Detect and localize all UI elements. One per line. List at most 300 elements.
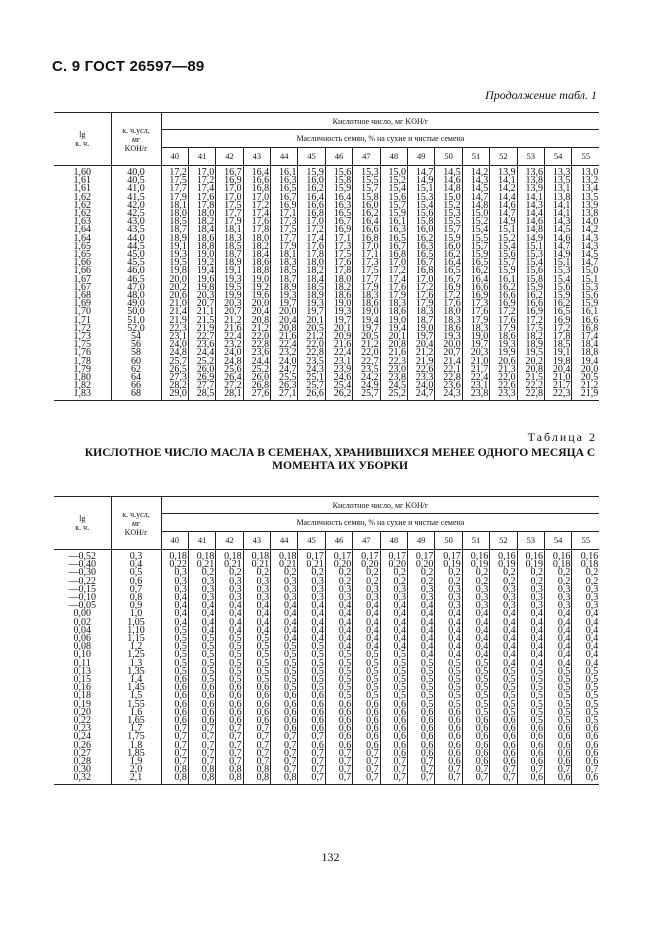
kch-cell: 1,85 <box>111 750 161 758</box>
acid-value-cell: 0,7 <box>216 750 243 758</box>
acid-value-cell: 0,4 <box>572 627 599 635</box>
acid-value-cell: 0,5 <box>188 635 215 643</box>
acid-value-cell: 16,9 <box>462 292 489 300</box>
acid-value-cell: 22,7 <box>188 333 215 341</box>
acid-value-cell: 0,4 <box>161 602 188 610</box>
acid-value-cell: 15,4 <box>408 202 435 210</box>
oil-content-header: Масличность семян, % на сухие и чистые семена <box>161 130 599 148</box>
acid-value-cell: 15,3 <box>572 284 599 292</box>
acid-value-cell: 0,4 <box>325 627 352 635</box>
acid-value-cell: 0,5 <box>271 676 298 684</box>
acid-value-cell: 0,7 <box>161 750 188 758</box>
acid-value-cell: 0,6 <box>435 725 462 733</box>
acid-value-cell: 18,5 <box>298 284 325 292</box>
acid-value-cell: 15,9 <box>490 267 517 275</box>
acid-value-cell: 0,2 <box>435 578 462 586</box>
acid-value-cell: 17,4 <box>380 276 407 284</box>
acid-value-cell: 22,0 <box>490 374 517 382</box>
acid-value-cell: 0,5 <box>298 676 325 684</box>
acid-value-cell: 0,7 <box>435 766 462 774</box>
acid-value-cell: 0,6 <box>462 742 489 750</box>
lg-cell: 1,67 <box>73 281 91 293</box>
acid-value-cell: 0,6 <box>572 750 599 758</box>
acid-value-cell: 0,2 <box>298 569 325 577</box>
acid-value-cell: 14,5 <box>544 226 571 234</box>
acid-value-cell: 15,9 <box>544 292 571 300</box>
acid-value-cell: 22,8 <box>435 374 462 382</box>
lg-cell: 1,62 <box>73 208 91 220</box>
acid-value-cell: 0,8 <box>243 766 270 774</box>
acid-value-cell: 0,3 <box>298 586 325 594</box>
acid-value-cell: 23,3 <box>408 374 435 382</box>
acid-value-cell: 16,8 <box>243 185 270 193</box>
acid-value-cell: 0,3 <box>462 602 489 610</box>
acid-value-cell: 27,1 <box>271 390 298 400</box>
acid-value-cell: 19,3 <box>325 308 352 316</box>
kch-header-line3: KOH/г <box>124 527 148 537</box>
acid-value-cell: 17,2 <box>188 177 215 185</box>
acid-value-cell: 0,4 <box>462 651 489 659</box>
acid-value-cell: 18,0 <box>435 308 462 316</box>
kch-header-line2: мг <box>131 518 141 528</box>
acid-value-cell: 23,8 <box>462 390 489 400</box>
acid-value-cell: 0,5 <box>490 668 517 676</box>
acid-value-cell: 0,5 <box>435 660 462 668</box>
acid-value-cell: 16,7 <box>325 218 352 226</box>
acid-value-cell: 0,2 <box>353 569 380 577</box>
oil-col-header: 45 <box>298 148 325 166</box>
acid-value-cell: 0,5 <box>271 684 298 692</box>
acid-value-cell: 17,3 <box>325 243 352 251</box>
acid-value-cell: 0,4 <box>271 635 298 643</box>
acid-value-cell: 0,5 <box>161 627 188 635</box>
acid-value-cell: 26,4 <box>216 374 243 382</box>
acid-value-cell: 18,6 <box>353 300 380 308</box>
acid-value-cell: 13,5 <box>544 177 571 185</box>
acid-value-cell: 18,6 <box>325 292 352 300</box>
acid-value-cell: 0,6 <box>243 717 270 725</box>
acid-value-cell: 15,2 <box>380 177 407 185</box>
oil-col-header: 53 <box>517 148 544 166</box>
acid-value-cell: 0,6 <box>243 701 270 709</box>
acid-value-cell: 17,6 <box>462 308 489 316</box>
kch-header-line1: к. ч.усл, <box>122 125 150 135</box>
oil-col-header: 54 <box>544 148 571 166</box>
acid-value-cell: 26,0 <box>243 374 270 382</box>
acid-value-cell: 0,7 <box>544 766 571 774</box>
acid-value-cell: 0,19 <box>517 561 544 569</box>
acid-value-cell: 0,4 <box>408 610 435 618</box>
lg-cell: 0,23 <box>73 723 91 735</box>
acid-value-cell: 0,3 <box>216 578 243 586</box>
acid-value-cell: 0,2 <box>462 569 489 577</box>
acid-value-cell: 0,4 <box>380 602 407 610</box>
acid-value-cell: 0,6 <box>271 717 298 725</box>
acid-value-cell: 21,6 <box>380 349 407 357</box>
acid-value-cell: 0,6 <box>161 692 188 700</box>
acid-value-cell: 18,5 <box>271 267 298 275</box>
acid-value-cell: 18,8 <box>188 243 215 251</box>
acid-value-cell: 0,2 <box>325 569 352 577</box>
acid-value-cell: 0,2 <box>462 578 489 586</box>
acid-value-cell: 16,0 <box>298 177 325 185</box>
kch-cell: 40,0 <box>111 166 161 178</box>
oil-content-header: Масличность семян, % на сухие и чистые семена <box>161 514 599 532</box>
acid-value-cell: 15,9 <box>517 284 544 292</box>
acid-value-cell: 0,16 <box>572 550 599 562</box>
acid-value-cell: 15,3 <box>353 166 380 178</box>
acid-value-cell: 0,5 <box>298 684 325 692</box>
acid-value-cell: 0,6 <box>353 717 380 725</box>
acid-value-cell: 0,3 <box>243 586 270 594</box>
acid-value-cell: 0,5 <box>380 692 407 700</box>
acid-value-cell: 0,4 <box>380 643 407 651</box>
acid-value-cell: 18,9 <box>161 235 188 243</box>
acid-value-cell: 0,5 <box>490 701 517 709</box>
acid-value-cell: 0,6 <box>435 742 462 750</box>
acid-value-cell: 16,8 <box>380 251 407 259</box>
acid-value-cell: 17,0 <box>298 218 325 226</box>
acid-value-cell: 0,6 <box>462 725 489 733</box>
acid-value-cell: 0,6 <box>298 717 325 725</box>
acid-value-cell: 0,5 <box>380 651 407 659</box>
acid-value-cell: 0,6 <box>325 709 352 717</box>
acid-value-cell: 27,7 <box>188 382 215 390</box>
acid-value-cell: 26,0 <box>188 366 215 374</box>
acid-value-cell: 17,8 <box>325 267 352 275</box>
acid-value-cell: 0,5 <box>408 668 435 676</box>
acid-value-cell: 0,6 <box>216 709 243 717</box>
oil-col-header: 44 <box>271 148 298 166</box>
acid-value-cell: 20,4 <box>408 341 435 349</box>
kch-cell: 60 <box>111 358 161 366</box>
acid-value-cell: 13,8 <box>544 194 571 202</box>
acid-value-cell: 22,3 <box>161 325 188 333</box>
kch-column-header <box>111 113 161 166</box>
acid-value-cell: 0,17 <box>380 550 407 562</box>
acid-value-cell: 0,3 <box>271 578 298 586</box>
acid-value-cell: 16,3 <box>271 177 298 185</box>
acid-value-cell: 0,6 <box>490 717 517 725</box>
acid-value-cell: 0,7 <box>462 774 489 784</box>
acid-value-cell: 15,6 <box>408 210 435 218</box>
acid-value-cell: 0,6 <box>517 750 544 758</box>
lg-cell: 1,82 <box>73 380 91 392</box>
acid-value-cell: 0,4 <box>544 619 571 627</box>
acid-value-cell: 15,9 <box>298 166 325 178</box>
acid-value-cell: 0,6 <box>572 774 599 784</box>
acid-value-cell: 13,5 <box>572 194 599 202</box>
acid-value-cell: 24,7 <box>408 390 435 400</box>
acid-value-cell: 0,6 <box>380 709 407 717</box>
acid-value-cell: 0,19 <box>462 561 489 569</box>
acid-value-cell: 20,3 <box>188 292 215 300</box>
acid-value-cell: 0,6 <box>408 725 435 733</box>
kch-header-line3: KOH/г <box>124 143 148 153</box>
acid-value-cell: 24,9 <box>353 382 380 390</box>
acid-value-cell: 15,9 <box>380 210 407 218</box>
acid-value-cell: 17,9 <box>161 194 188 202</box>
acid-value-cell: 16,8 <box>408 267 435 275</box>
acid-value-cell: 0,6 <box>325 701 352 709</box>
acid-value-cell: 15,9 <box>462 251 489 259</box>
acid-value-cell: 16,5 <box>271 185 298 193</box>
acid-value-cell: 23,3 <box>490 390 517 400</box>
acid-value-cell: 20,2 <box>517 358 544 366</box>
acid-value-cell: 0,4 <box>572 643 599 651</box>
acid-value-cell: 0,4 <box>544 635 571 643</box>
acid-value-cell: 15,1 <box>490 226 517 234</box>
acid-value-cell: 0,7 <box>298 733 325 741</box>
acid-value-cell: 14,0 <box>572 218 599 226</box>
acid-value-cell: 0,4 <box>435 619 462 627</box>
acid-value-cell: 0,4 <box>435 643 462 651</box>
acid-value-cell: 0,3 <box>188 578 215 586</box>
acid-value-cell: 0,3 <box>353 594 380 602</box>
kch-cell: 2,0 <box>111 766 161 774</box>
acid-value-cell: 0,5 <box>325 651 352 659</box>
acid-value-cell: 24,8 <box>161 349 188 357</box>
acid-value-cell: 0,5 <box>408 676 435 684</box>
acid-value-cell: 21,9 <box>408 358 435 366</box>
acid-value-cell: 0,6 <box>380 725 407 733</box>
acid-value-cell: 0,4 <box>490 660 517 668</box>
acid-value-cell: 0,6 <box>435 750 462 758</box>
acid-value-cell: 17,8 <box>298 251 325 259</box>
acid-value-cell: 0,4 <box>298 610 325 618</box>
acid-value-cell: 0,3 <box>353 586 380 594</box>
acid-value-cell: 21,7 <box>544 382 571 390</box>
acid-value-cell: 29,0 <box>161 390 188 400</box>
lg-cell: 0,20 <box>73 706 91 718</box>
acid-value-cell: 0,6 <box>161 717 188 725</box>
acid-value-cell: 14,5 <box>572 251 599 259</box>
acid-value-cell: 14,4 <box>490 194 517 202</box>
kch-cell: 56 <box>111 341 161 349</box>
acid-value-cell: 16,7 <box>216 166 243 178</box>
kch-cell: 1,7 <box>111 725 161 733</box>
acid-value-cell: 21,2 <box>298 333 325 341</box>
acid-value-cell: 15,4 <box>380 185 407 193</box>
acid-value-cell: 0,4 <box>271 627 298 635</box>
acid-value-cell: 0,6 <box>572 758 599 766</box>
lg-cell: 1,64 <box>73 232 91 244</box>
acid-value-cell: 19,8 <box>188 284 215 292</box>
acid-value-cell: 0,5 <box>572 668 599 676</box>
acid-value-cell: 26,8 <box>243 382 270 390</box>
kch-cell: 45,5 <box>111 259 161 267</box>
kch-cell: 1,2 <box>111 643 161 651</box>
acid-value-cell: 0,4 <box>462 627 489 635</box>
acid-value-cell: 0,4 <box>271 602 298 610</box>
acid-value-cell: 0,5 <box>517 717 544 725</box>
acid-value-cell: 18,5 <box>216 243 243 251</box>
acid-value-cell: 0,5 <box>161 651 188 659</box>
acid-value-cell: 16,8 <box>298 210 325 218</box>
acid-value-cell: 18,6 <box>243 259 270 267</box>
acid-value-cell: 18,9 <box>298 292 325 300</box>
acid-value-cell: 0,7 <box>325 774 352 784</box>
acid-value-cell: 0,6 <box>298 742 325 750</box>
acid-value-cell: 19,3 <box>435 333 462 341</box>
acid-value-cell: 0,3 <box>325 594 352 602</box>
acid-value-cell: 18,7 <box>271 276 298 284</box>
acid-value-cell: 0,5 <box>462 684 489 692</box>
acid-value-cell: 17,1 <box>353 251 380 259</box>
acid-value-cell: 0,7 <box>271 766 298 774</box>
acid-value-cell: 0,4 <box>298 635 325 643</box>
acid-value-cell: 0,2 <box>408 569 435 577</box>
acid-value-cell: 18,4 <box>188 226 215 234</box>
acid-value-cell: 0,7 <box>298 766 325 774</box>
acid-value-cell: 17,2 <box>243 202 270 210</box>
acid-value-cell: 15,7 <box>462 243 489 251</box>
acid-value-cell: 0,8 <box>188 774 215 784</box>
acid-value-cell: 14,1 <box>544 202 571 210</box>
acid-value-cell: 0,6 <box>435 758 462 766</box>
page-number: 132 <box>321 850 340 864</box>
acid-value-cell: 16,5 <box>380 235 407 243</box>
acid-value-cell: 0,4 <box>572 660 599 668</box>
kch-cell: 43,5 <box>111 226 161 234</box>
acid-value-cell: 18,3 <box>380 300 407 308</box>
acid-value-cell: 16,2 <box>353 210 380 218</box>
acid-value-cell: 0,4 <box>408 643 435 651</box>
lg-cell: 0,24 <box>73 731 91 743</box>
acid-value-cell: 0,6 <box>271 701 298 709</box>
acid-value-cell: 0,6 <box>408 709 435 717</box>
acid-value-cell: 16,9 <box>271 202 298 210</box>
acid-value-cell: 0,5 <box>517 701 544 709</box>
acid-value-cell: 0,6 <box>490 758 517 766</box>
acid-value-cell: 17,4 <box>298 235 325 243</box>
acid-value-cell: 22,4 <box>216 333 243 341</box>
acid-value-cell: 15,7 <box>490 259 517 267</box>
acid-value-cell: 16,4 <box>243 166 270 178</box>
acid-value-cell: 0,7 <box>243 725 270 733</box>
acid-value-cell: 0,2 <box>544 569 571 577</box>
acid-value-cell: 19,8 <box>161 267 188 275</box>
acid-value-cell: 0,6 <box>517 742 544 750</box>
acid-value-cell: 0,4 <box>490 643 517 651</box>
kch-column-header <box>111 497 161 550</box>
acid-value-cell: 0,2 <box>380 569 407 577</box>
acid-value-cell: 21,0 <box>462 358 489 366</box>
lg-cell: —0,15 <box>68 583 96 595</box>
acid-value-cell: 0,6 <box>408 750 435 758</box>
acid-value-cell: 16,5 <box>544 308 571 316</box>
acid-value-cell: 25,4 <box>325 382 352 390</box>
acid-value-cell: 0,5 <box>490 676 517 684</box>
kch-cell: 1,6 <box>111 709 161 717</box>
acid-value-cell: 15,0 <box>435 194 462 202</box>
kch-cell: 1,8 <box>111 742 161 750</box>
lg-cell: 1,69 <box>73 298 91 310</box>
acid-value-cell: 17,7 <box>271 235 298 243</box>
acid-value-cell: 16,6 <box>517 300 544 308</box>
acid-value-cell: 15,2 <box>490 235 517 243</box>
acid-value-cell: 18,5 <box>544 341 571 349</box>
acid-value-cell: 16,2 <box>408 235 435 243</box>
acid-value-cell: 0,6 <box>188 692 215 700</box>
acid-value-cell: 0,2 <box>517 569 544 577</box>
oil-col-header: 46 <box>325 532 352 550</box>
lg-cell: 1,71 <box>73 314 91 326</box>
acid-value-cell: 0,3 <box>188 594 215 602</box>
acid-value-cell: 0,4 <box>271 610 298 618</box>
acid-value-cell: 0,6 <box>353 742 380 750</box>
acid-value-cell: 23,9 <box>325 366 352 374</box>
acid-value-cell: 17,3 <box>353 259 380 267</box>
acid-value-cell: 14,6 <box>490 202 517 210</box>
lg-column-header <box>54 113 111 166</box>
acid-value-cell: 18,4 <box>243 251 270 259</box>
acid-value-cell: 17,6 <box>298 243 325 251</box>
acid-value-cell: 16,0 <box>435 243 462 251</box>
acid-value-cell: 0,6 <box>435 709 462 717</box>
acid-value-cell: 17,4 <box>243 210 270 218</box>
acid-value-cell: 0,17 <box>435 550 462 562</box>
acid-value-cell: 17,5 <box>216 202 243 210</box>
acid-value-cell: 0,21 <box>243 561 270 569</box>
acid-value-cell: 0,4 <box>188 602 215 610</box>
acid-value-cell: 16,2 <box>462 267 489 275</box>
acid-value-cell: 0,6 <box>517 725 544 733</box>
acid-value-cell: 21,6 <box>216 325 243 333</box>
acid-value-cell: 15,5 <box>353 177 380 185</box>
acid-value-cell: 18,7 <box>216 251 243 259</box>
acid-value-cell: 20,0 <box>243 300 270 308</box>
acid-value-cell: 15,8 <box>353 194 380 202</box>
acid-value-cell: 0,5 <box>408 692 435 700</box>
acid-value-cell: 21,5 <box>188 317 215 325</box>
kch-cell: 47,0 <box>111 284 161 292</box>
acid-value-cell: 14,3 <box>572 243 599 251</box>
acid-value-cell: 18,8 <box>572 349 599 357</box>
acid-value-cell: 20,8 <box>380 341 407 349</box>
acid-value-cell: 0,6 <box>408 717 435 725</box>
kch-cell: 0,9 <box>111 602 161 610</box>
acid-value-cell: 0,6 <box>271 725 298 733</box>
acid-value-cell: 0,7 <box>188 742 215 750</box>
acid-value-cell: 20,5 <box>353 333 380 341</box>
lg-cell: —0,52 <box>68 551 96 562</box>
acid-value-cell: 24,0 <box>161 341 188 349</box>
acid-value-cell: 24,4 <box>243 358 270 366</box>
acid-value-cell: 0,17 <box>408 550 435 562</box>
acid-value-cell: 0,6 <box>298 701 325 709</box>
acid-value-cell: 16,5 <box>408 251 435 259</box>
acid-value-cell: 16,5 <box>462 259 489 267</box>
acid-value-cell: 0,6 <box>216 701 243 709</box>
acid-value-cell: 17,7 <box>216 210 243 218</box>
acid-value-cell: 20,8 <box>243 317 270 325</box>
acid-value-cell: 18,9 <box>517 341 544 349</box>
lg-label: lg <box>79 514 86 523</box>
table-row <box>54 390 599 400</box>
acid-value-cell: 0,5 <box>572 701 599 709</box>
acid-value-cell: 0,4 <box>271 619 298 627</box>
acid-value-cell: 18,3 <box>216 235 243 243</box>
acid-value-cell: 17,0 <box>216 194 243 202</box>
lg-cell: 0,16 <box>73 682 91 694</box>
acid-value-cell: 0,3 <box>544 586 571 594</box>
acid-value-cell: 0,4 <box>408 619 435 627</box>
acid-value-cell: 0,7 <box>325 766 352 774</box>
acid-value-cell: 15,8 <box>408 218 435 226</box>
oil-col-header: 51 <box>462 148 489 166</box>
acid-value-cell: 16,9 <box>435 284 462 292</box>
